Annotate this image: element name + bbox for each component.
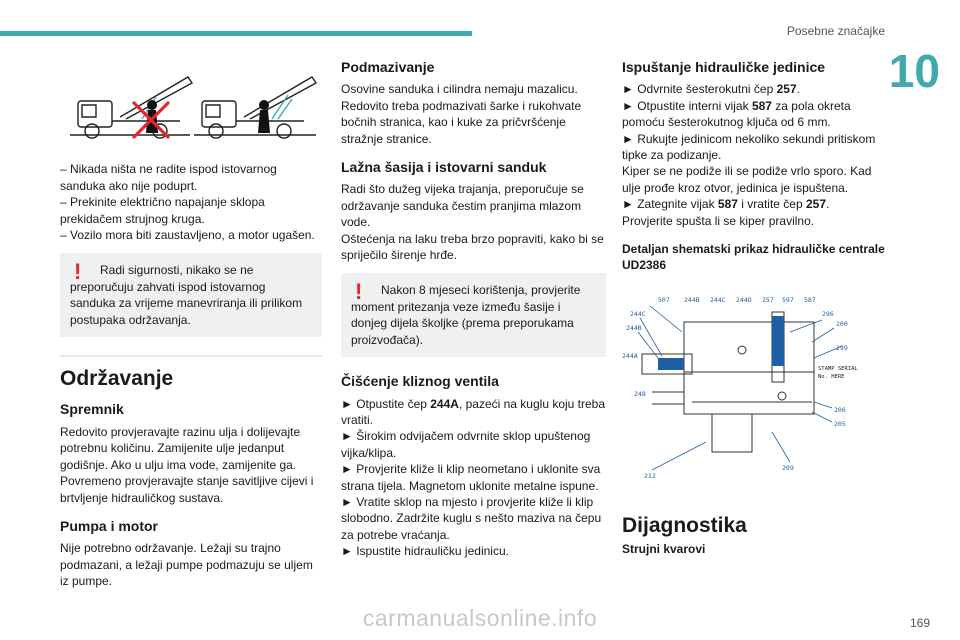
pumpa-heading: Pumpa i motor xyxy=(60,517,159,534)
step-item: ► Rukujte jedinicom nekoliko sekundi pritiskom tipke za podizanje. xyxy=(622,131,876,163)
lazna-text-2: Oštećenja na laku treba brzo popraviti, kako bi se spriječilo širenje hrđe. xyxy=(341,231,604,263)
warning-icon: ! xyxy=(74,259,82,285)
step-item: ► Zategnite vijak 587 i vratite čep 257. xyxy=(622,197,830,212)
tipper-truck-illustration xyxy=(60,63,322,151)
warning-text: Nakon 8 mjeseci korištenja, provjerite moment pritezanja veze između šasije i donjeg dijela školjke (prema preporukama proizvođača). xyxy=(351,283,581,347)
step-item: Provjerite spušta li se kiper pravilno. xyxy=(622,213,815,228)
part-label: 587 xyxy=(804,295,816,304)
part-label: 212 xyxy=(644,471,656,480)
part-label: 244C xyxy=(710,295,726,304)
step-item: ► Širokim odvijačem odvrnite sklop upuštenog vijka/klipa. xyxy=(341,429,591,460)
column-left xyxy=(60,55,322,596)
podmazivanje-heading: Podmazivanje xyxy=(341,59,435,75)
safety-dash-list xyxy=(60,161,322,243)
warning-icon: ! xyxy=(355,279,363,305)
warning-box xyxy=(341,273,606,357)
lazna-sasija-heading: Lažna šasija i istovarni sanduk xyxy=(341,159,547,176)
step-item: ► Odvrnite šesterokutni čep 257. xyxy=(622,82,800,97)
podmazivanje-text: Osovine sanduka i cilindra nemaju mazalicu. Redovito treba podmazivati šarke i rukohvate bočnih stranica, kao i kuke za pričvršćenje stražnje stranice. xyxy=(341,82,582,146)
diagnostics-heading: Dijagnostika xyxy=(622,514,747,538)
watermark: carmanualsonline.info xyxy=(362,605,598,631)
column-middle xyxy=(341,55,606,560)
pumpa-text: Nije potrebno održavanje. Ležaji su trajno podmazani, a ležaji pumpe podmazuju se uljem iz pumpe. xyxy=(60,541,313,589)
step-item: Kiper se ne podiže ili se podiže vrlo sporo. Kad ulje prođe kroz otvor, jedinica je ispuštena. xyxy=(622,164,872,195)
lazna-text-1: Radi što dužeg vijeka trajanja, preporučuje se održavanje sanduka čestim pranjima mlazom vode. xyxy=(341,182,584,230)
warning-box xyxy=(60,253,322,337)
spremnik-heading: Spremnik xyxy=(60,401,124,418)
diagnostics-subheading: Strujni kvarovi xyxy=(622,541,706,556)
step-item: ► Otpustite interni vijak 587 za pola okreta pomoću šesterokutnog ključa od 6 mm. xyxy=(622,98,851,130)
maintenance-heading: Održavanje xyxy=(60,367,174,391)
part-label: 296 xyxy=(822,309,834,318)
part-label: 200 xyxy=(836,319,848,328)
part-label: 507 xyxy=(658,295,670,304)
step-item: ► Provjerite kliže li klip neometano i uklonite sva strana tijela. Magnetom uklonite metalne ispune. xyxy=(341,462,601,493)
stamp-text: STAMP SERIAL xyxy=(818,365,858,372)
warning-text: Radi sigurnosti, nikako se ne preporučuju zahvati ispod istovarnog sanduka za vrijeme manevriranja ili prilikom postupaka održavanja. xyxy=(70,263,303,327)
dash-item: – Nikada ništa ne radite ispod istovarnog sanduka ako nije poduprt. xyxy=(60,162,277,193)
divider xyxy=(60,355,322,357)
step-item: ► Otpustite čep 244A, pazeći na kuglu koju treba vratiti. xyxy=(341,396,606,427)
dash-item: – Prekinite električno napajanje sklopa prekidačem strujnog kruga. xyxy=(60,195,265,226)
part-label: 244A xyxy=(622,351,638,360)
section-title: Posebne značajke xyxy=(786,24,885,38)
part-label: 205 xyxy=(834,419,846,428)
ispustanje-heading: Ispuštanje hidrauličke jedinice xyxy=(622,59,826,75)
dash-item: – Vozilo mora biti zaustavljeno, a motor ugašen. xyxy=(60,228,315,243)
spremnik-text: Redovito provjeravajte razinu ulja i dolijevajte potrebnu količinu. Zamijenite ulje jedanput godišnje. Ako u ulju ima vode, zamijenite ga. Povremeno provjeravajte stanje savitljive cijevi i brtvljenje hidrauličkog sustava. xyxy=(60,424,314,505)
part-label: 244C xyxy=(630,309,646,318)
column-right xyxy=(622,55,887,563)
part-label: 244D xyxy=(736,295,752,304)
part-label: 209 xyxy=(782,463,794,472)
top-accent-bar xyxy=(0,31,472,36)
stamp-text: No. HERE xyxy=(818,373,845,380)
part-label: 248 xyxy=(634,389,646,398)
part-label: 206 xyxy=(834,405,846,414)
part-label: 244B xyxy=(626,323,642,332)
ciscenje-steps xyxy=(341,396,606,560)
part-label: 257 xyxy=(762,295,774,304)
step-item: ► Ispustite hidrauličku jedinicu. xyxy=(341,544,509,559)
ispustanje-steps xyxy=(622,81,887,229)
part-label: 244B xyxy=(684,295,700,304)
schematic-heading: Detaljan shematski prikaz hidrauličke centrale UD2386 xyxy=(622,242,885,273)
part-label: 597 xyxy=(782,295,794,304)
part-label: 299 xyxy=(836,343,848,352)
page-number: 169 xyxy=(909,616,930,630)
chapter-number: 10 xyxy=(888,45,940,97)
hydraulic-unit-schematic xyxy=(622,292,887,492)
ciscenje-heading: Čišćenje kliznog ventila xyxy=(341,373,499,390)
step-item: ► Vratite sklop na mjesto i provjerite kliže li klip slobodno. Zadržite kuglu s nešto maziva na čepu za potrebe vraćanja. xyxy=(341,494,602,542)
